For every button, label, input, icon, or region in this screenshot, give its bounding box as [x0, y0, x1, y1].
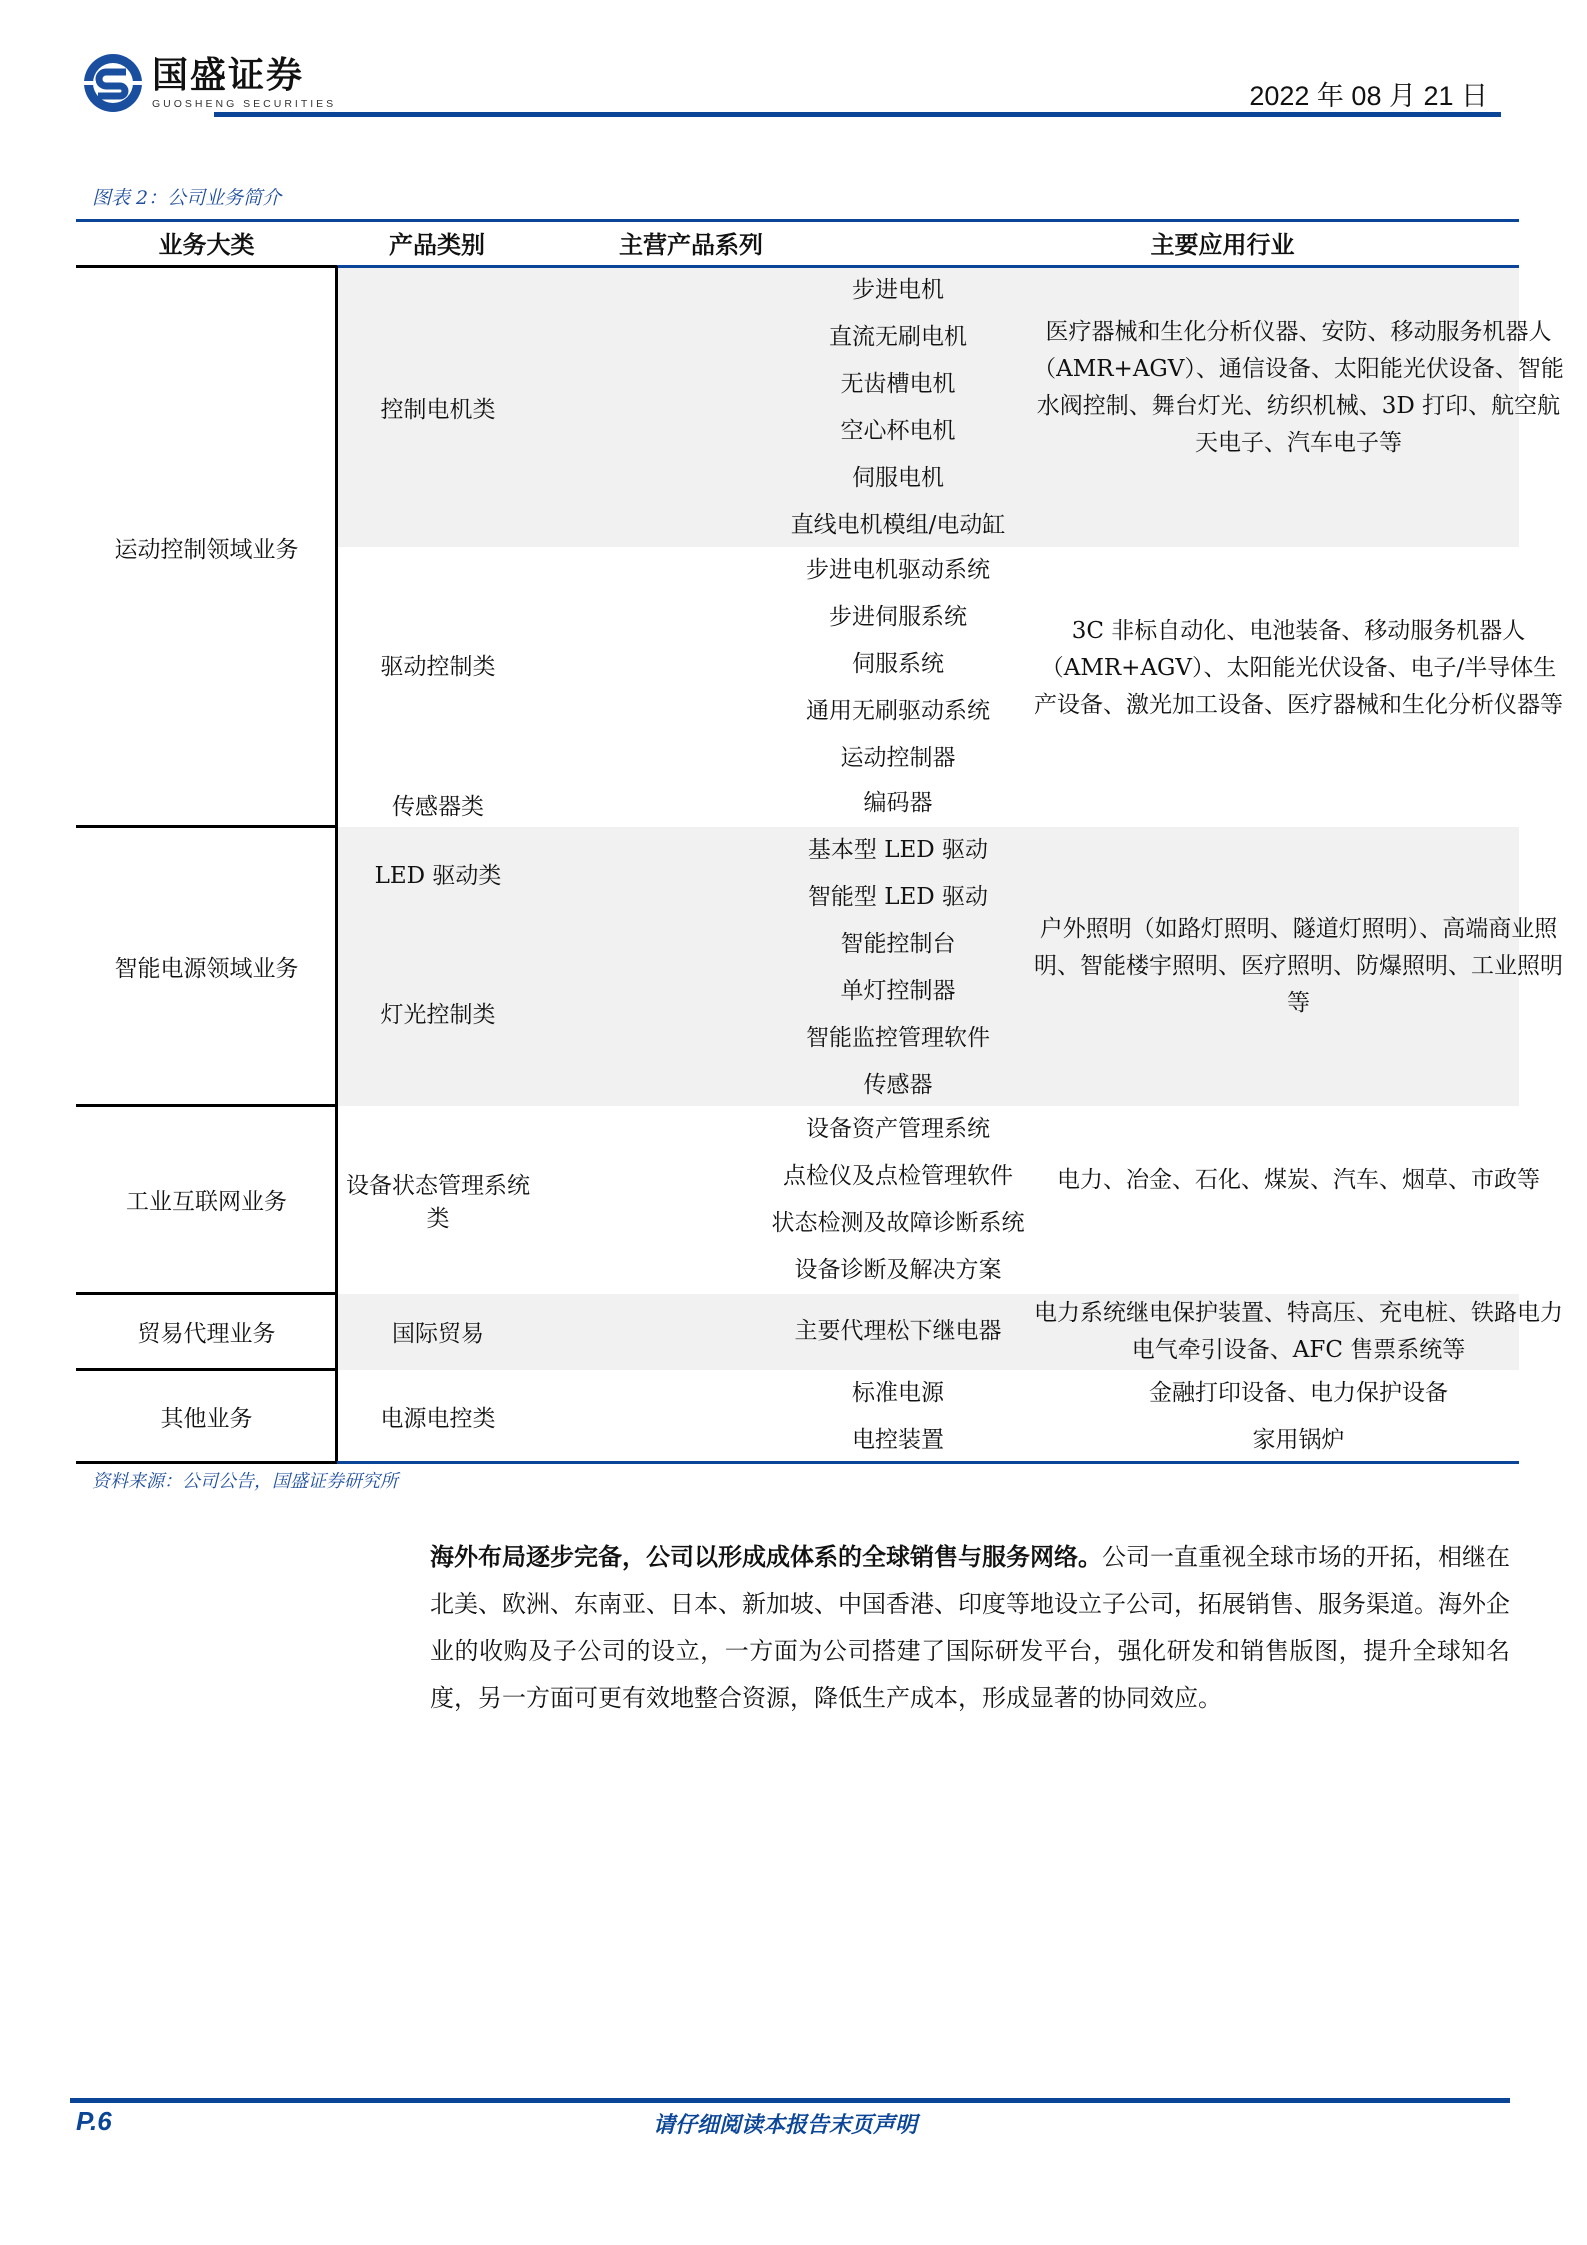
series-item: 通用无刷驱动系统 — [806, 698, 990, 724]
paragraph-text: 公司一直重视全球市场的开拓，相继在北美、欧洲、东南亚、日本、新加坡、中国香港、印度等地设立子公司，拓展销售、服务渠道。海外企业的收购及子公司的设立，一方面为公司搭建了国际研发平台，强化研发和销售版图，提升全球知名度，另一方面可更有效地整合资源，降低生产成本，形成显著的协同效应。 — [430, 1543, 1510, 1712]
category-led-driver: LED 驱动类 — [374, 863, 502, 889]
category-control-motor: 控制电机类 — [380, 397, 496, 423]
application-item: 金融打印设备、电力保护设备 — [1149, 1380, 1448, 1406]
series-item: 设备资产管理系统 — [806, 1116, 990, 1142]
column-header-business: 业务大类 — [158, 230, 255, 259]
series-item: 基本型 LED 驱动 — [807, 837, 989, 863]
company-logo — [82, 52, 336, 114]
series-item: 直线电机模组/电动缸 — [790, 512, 1006, 538]
report-date: 2022 年 08 月 21 日 — [1249, 81, 1488, 111]
series-item: 状态检测及故障诊断系统 — [771, 1210, 1025, 1236]
application-item: 家用锅炉 — [1252, 1427, 1345, 1453]
application-drive-control: 3C 非标自动化、电池装备、移动服务机器人（AMR+AGV）、太阳能光伏设备、电子/半导体生产设备、激光加工设备、医疗器械和生化分析仪器等 — [1034, 618, 1563, 718]
column-header-category: 产品类别 — [389, 230, 485, 259]
page-number: P.6 — [76, 2106, 112, 2136]
column-header-series: 主营产品系列 — [619, 230, 763, 259]
series-item: 主要代理松下继电器 — [794, 1318, 1002, 1344]
table-caption: 图表 2：公司业务简介 — [92, 187, 282, 209]
paragraph-lead: 海外布局逐步完备，公司以形成成体系的全球销售与服务网络。 — [430, 1542, 1102, 1571]
category-lighting-control: 灯光控制类 — [380, 1002, 496, 1028]
series-item: 步进电机驱动系统 — [806, 557, 990, 583]
series-item: 传感器 — [863, 1072, 933, 1098]
series-item: 单灯控制器 — [840, 978, 956, 1004]
business-trade-agency: 贸易代理业务 — [137, 1321, 276, 1347]
logo-english-name: GUOSHENG SECURITIES — [152, 98, 337, 110]
series-item: 点检仪及点检管理软件 — [783, 1163, 1013, 1189]
series-list-industrial-internet — [638, 1106, 1158, 1294]
body-paragraph — [430, 1533, 1510, 1722]
business-motion-control: 运动控制领域业务 — [114, 536, 299, 563]
series-item: 智能型 LED 驱动 — [807, 884, 989, 910]
series-item: 智能监控管理软件 — [806, 1025, 990, 1051]
series-item: 智能控制台 — [840, 931, 956, 957]
footer-disclaimer: 请仔细阅读本报告末页声明 — [652, 2112, 917, 2138]
logo-chinese-name: 国盛证券 — [152, 55, 305, 96]
column-header-application: 主要应用行业 — [1150, 230, 1295, 259]
series-item: 伺服电机 — [852, 465, 944, 491]
series-item: 直流无刷电机 — [829, 324, 967, 350]
series-item: 步进电机 — [852, 277, 944, 303]
category-power-control: 电源电控类 — [380, 1405, 496, 1432]
table-source-note: 资料来源：公司公告，国盛证券研究所 — [92, 1471, 398, 1492]
application-list-other — [1016, 1370, 1581, 1464]
business-other: 其他业务 — [160, 1405, 253, 1432]
series-item: 步进伺服系统 — [829, 604, 967, 630]
series-item: 设备诊断及解决方案 — [794, 1257, 1002, 1283]
series-item: 运动控制器 — [840, 745, 956, 771]
series-item: 标准电源 — [852, 1380, 944, 1406]
series-list-sensor — [638, 780, 1158, 827]
series-item: 伺服系统 — [852, 651, 944, 677]
series-item: 无齿槽电机 — [840, 371, 956, 397]
category-international-trade: 国际贸易 — [392, 1321, 484, 1347]
category-equipment-status: 设备状态管理系统类 — [346, 1172, 530, 1232]
header-divider — [214, 112, 1501, 117]
application-smart-power: 户外照明（如路灯照明、隧道灯照明）、高端商业照明、智能楼宇照明、医疗照明、防爆照明、工业照明等 — [1034, 916, 1563, 1016]
business-smart-power: 智能电源领域业务 — [114, 955, 299, 982]
category-sensor: 传感器类 — [392, 793, 484, 820]
business-industrial-internet: 工业互联网业务 — [126, 1189, 287, 1215]
guosheng-logo-icon — [82, 52, 144, 114]
series-item: 电控装置 — [852, 1427, 944, 1453]
footer-divider — [70, 2098, 1510, 2103]
application-trade: 电力系统继电保护装置、特高压、充电桩、铁路电力电气牵引设备、AFC 售票系统等 — [1034, 1300, 1563, 1363]
series-item: 空心杯电机 — [840, 418, 956, 444]
application-industrial-internet: 电力、冶金、石化、煤炭、汽车、烟草、市政等 — [1057, 1167, 1540, 1193]
series-item: 编码器 — [863, 790, 933, 816]
application-control-motor: 医疗器械和生化分析仪器、安防、移动服务机器人（AMR+AGV）、通信设备、太阳能光伏设备、智能水阀控制、舞台灯光、纺织机械、3D 打印、航空航天电子、汽车电子等 — [1033, 319, 1564, 456]
category-drive-control: 驱动控制类 — [380, 654, 496, 680]
